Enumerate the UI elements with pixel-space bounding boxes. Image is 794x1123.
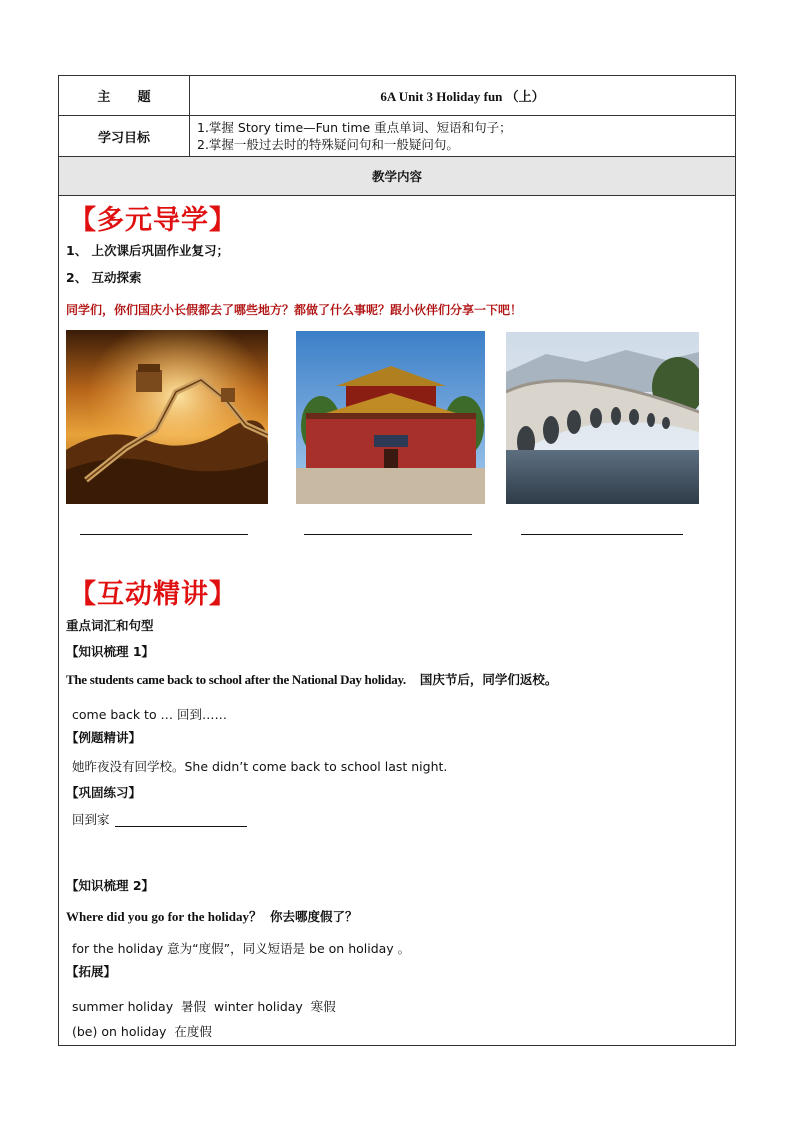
goals-label: 学习目标	[59, 116, 190, 156]
content-label: 教学内容	[59, 157, 735, 195]
practice-answer-blank[interactable]	[115, 826, 247, 827]
phrase-note-2: for the holiday 意为“度假”，同义短语是 be on holiday 。	[72, 941, 411, 956]
seventeen-arch-bridge-illustration	[506, 332, 699, 504]
goal-item: 2.掌握一般过去时的特殊疑问句和一般疑问句。	[197, 137, 459, 152]
topic-row	[59, 76, 735, 116]
great-wall-illustration	[66, 330, 268, 504]
goals-row	[59, 116, 735, 157]
answer-blank-3[interactable]	[521, 534, 683, 535]
key-sentence-1	[66, 670, 557, 688]
example-sentence: 她昨夜没有回学校。She didn’t come back to school last night.	[72, 759, 448, 774]
answer-blank-2[interactable]	[304, 534, 472, 535]
section-title-interactive-lecture: 【互动精讲】	[69, 579, 237, 610]
key-sentence-1-english: The students came back to school after the National Day holiday.	[66, 672, 406, 687]
great-wall-photo	[66, 330, 268, 504]
forbidden-city-photo	[296, 331, 485, 504]
knowledge-label-2: 【知识梳理 2】	[66, 878, 155, 893]
key-sentence-1-translation: 国庆节后，同学们返校。	[419, 672, 558, 687]
discussion-prompt: 同学们，你们国庆小长假都去了哪些地方？都做了什么事呢？跟小伙伴们分享一下吧！	[66, 303, 523, 317]
example-label: 【例题精讲】	[66, 730, 142, 745]
practice-label: 【巩固练习】	[66, 785, 142, 800]
extend-label: 【拓展】	[66, 964, 117, 979]
phrase-note-1: come back to … 回到……	[72, 707, 228, 722]
extend-line-2: (be) on holiday 在度假	[72, 1024, 212, 1039]
content-row	[59, 157, 735, 196]
key-sentence-2	[66, 906, 357, 925]
extend-line-1: summer holiday 暑假 winter holiday 寒假	[72, 999, 336, 1014]
subsection-title: 重点词汇和句型	[66, 618, 154, 633]
key-sentence-2-translation: 你去哪度假了？	[269, 909, 358, 924]
practice-prompt: 回到家	[72, 812, 110, 827]
key-sentence-2-english: Where did you go for the holiday？	[66, 909, 262, 924]
topic-label: 主 题	[59, 76, 190, 115]
section-title-guided-learning: 【多元导学】	[69, 205, 237, 236]
knowledge-label-1: 【知识梳理 1】	[66, 644, 155, 659]
goal-item: 1.掌握 Story time—Fun time 重点单词、短语和句子；	[197, 120, 512, 135]
forbidden-city-illustration	[296, 331, 485, 504]
list-item: 1、 上次课后巩固作业复习；	[66, 243, 230, 258]
topic-value: 6A Unit 3 Holiday fun （上）	[380, 89, 545, 104]
answer-blank-1[interactable]	[80, 534, 248, 535]
summer-palace-bridge-photo	[506, 332, 699, 504]
document-table	[58, 75, 736, 1046]
goals-list	[197, 119, 512, 153]
list-item: 2、 互动探索	[66, 270, 142, 285]
